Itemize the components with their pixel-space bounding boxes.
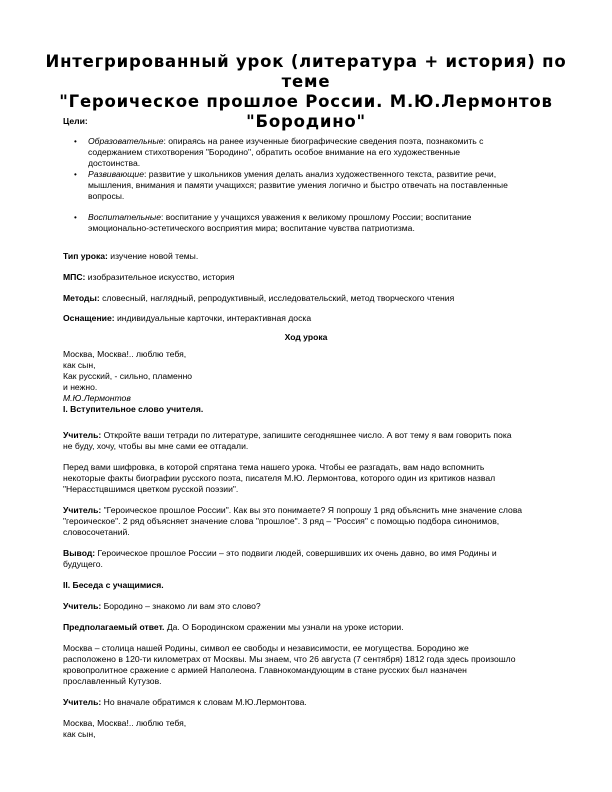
goal-item-3-line-1 — [88, 212, 471, 223]
section-1-heading: I. Вступительное слово учителя. — [63, 404, 204, 414]
goal-item-2-line-3: вопросы. — [88, 191, 125, 201]
goal-text: : развитие у школьников умения делать анализ художественного текста, развитие речи, — [144, 169, 497, 179]
epigraph-line-2: как сын, — [63, 360, 96, 370]
goal-item-2-line-1 — [88, 169, 496, 180]
lesson-type-value: изучение новой темы. — [107, 251, 199, 261]
paragraph-7-line-3: кровопролитное сражение с армией Наполеона. Главнокомандующим в стане русских был назначен — [63, 665, 467, 675]
paragraph-7-line-1: Москва – столица нашей Родины, символ ее свободы и независимости, ее могущества. Бородино же — [63, 643, 469, 653]
paragraph-text: "Героическое прошлое России". Как вы это понимаете? Я попрошу 1 ряд объяснить мне значение слова — [101, 505, 523, 515]
title-line-2: "Героическое прошлое России. М.Ю.Лермонтов — [59, 92, 553, 111]
equipment-value: индивидуальные карточки, интерактивная доска — [114, 313, 312, 323]
paragraph-2-line-1: Перед вами шифровка, в которой спрятана тема нашего урока. Чтобы ее разгадать, вам надо вспомнить — [63, 462, 485, 472]
title-line-3: "Бородино" — [246, 112, 366, 131]
paragraph-2-line-3: "Нерасстцвшимся цветком русской поэзии". — [63, 484, 239, 494]
paragraph-2-line-2: некоторые факты биографии русского поэта, писателя М.Ю. Лермонтова, которого один из критиков назвал — [63, 473, 496, 483]
epigraph-line-3: Как русский, - сильно, пламенно — [63, 371, 193, 381]
conclusion-line-2: будущего. — [63, 559, 103, 569]
epigraph-line-1: Москва, Москва!.. люблю тебя, — [63, 349, 187, 359]
answer-label: Предполагаемый ответ. — [63, 622, 165, 632]
paragraph-1-line-1 — [63, 430, 512, 441]
conclusion-label: Вывод: — [63, 548, 96, 558]
goal-text: : воспитание у учащихся уважения к великому прошлому России; воспитание — [161, 212, 472, 222]
paragraph-7-line-2: расположено в 120-ти километрах от Москвы. Мы знаем, что 26 августа (7 сентября) 1812 года здесь произошло — [63, 654, 516, 664]
equipment — [63, 313, 311, 324]
goal-text: : опираясь на ранее изученные биографические сведения поэта, познакомить с — [163, 136, 484, 146]
conclusion-line-1 — [63, 548, 497, 559]
lesson-type — [63, 251, 198, 262]
title-line-1: Интегрированный урок (литература + история) по теме — [45, 52, 567, 91]
speaker-label: Учитель: — [63, 430, 102, 440]
course-heading: Ход урока — [284, 332, 328, 342]
paragraph-text: Героическое прошлое России – это подвиги людей, совершивших их очень давно, во имя Родины и — [95, 548, 497, 558]
closing-line-2: как сын, — [63, 729, 96, 739]
paragraph-text: Бородино – знакомо ли вам это слово? — [101, 601, 261, 611]
paragraph-6 — [63, 622, 404, 633]
paragraph-7-line-4: прославленный Кутузов. — [63, 676, 162, 686]
goal-item-1-line-3: достоинства. — [88, 158, 141, 168]
goal-label: Образовательные — [88, 136, 164, 146]
paragraph-8 — [63, 697, 307, 708]
lesson-type-label: Тип урока: — [63, 251, 108, 261]
speaker-label: Учитель: — [63, 505, 102, 515]
paragraph-3-line-1 — [63, 505, 522, 516]
paragraph-3-line-3: словосочетаний. — [63, 527, 130, 537]
methods-value: словесный, наглядный, репродуктивный, исследовательский, метод творческого чтения — [99, 293, 455, 303]
document-title — [20, 52, 592, 132]
mps — [63, 272, 235, 283]
mps-label: МПС: — [63, 272, 86, 282]
goal-label: Воспитательные — [88, 212, 162, 222]
paragraph-text: Да. О Бородинском сражении мы узнали на уроке истории. — [164, 622, 404, 632]
goals-heading: Цели: — [63, 116, 88, 126]
speaker-label: Учитель: — [63, 601, 102, 611]
equipment-label: Оснащение: — [63, 313, 115, 323]
closing-line-1: Москва, Москва!.. люблю тебя, — [63, 718, 187, 728]
section-2-heading: II. Беседа с учащимися. — [63, 580, 164, 590]
goal-item-3-line-2: эмоционально-эстетического восприятия мира; воспитание чувства патриотизма. — [88, 223, 415, 233]
goal-item-1-line-2: содержанием стихотворения "Бородино", обратить особое внимание на его художественные — [88, 147, 461, 157]
goal-item-1-line-1 — [88, 136, 483, 147]
epigraph-line-4: и нежно. — [63, 382, 98, 392]
bullet-icon: • — [74, 213, 77, 222]
paragraph-3-line-2: "героическое". 2 ряд объясняет значение слова "прошлое". 3 ряд – "Россия" с помощью подбора синонимов, — [63, 516, 500, 526]
methods-label: Методы: — [63, 293, 100, 303]
epigraph-author: М.Ю.Лермонтов — [63, 393, 131, 403]
goal-label: Развивающие — [88, 169, 144, 179]
methods — [63, 293, 454, 304]
speaker-label: Учитель: — [63, 697, 102, 707]
mps-value: изобразительное искусство, история — [85, 272, 235, 282]
bullet-icon: • — [74, 170, 77, 179]
bullet-icon: • — [74, 137, 77, 146]
paragraph-text: Откройте ваши тетради по литературе, запишите сегодняшнее число. А вот тему я вам говорить пока — [101, 430, 512, 440]
paragraph-1-line-2: не буду, хочу, чтобы вы мне сами ее отгадали. — [63, 441, 249, 451]
paragraph-5 — [63, 601, 261, 612]
paragraph-text: Но вначале обратимся к словам М.Ю.Лермонтова. — [101, 697, 307, 707]
goal-item-2-line-2: мышления, внимания и памяти учащихся; развитие умения логично и быстро отвечать на поставленные — [88, 180, 508, 190]
